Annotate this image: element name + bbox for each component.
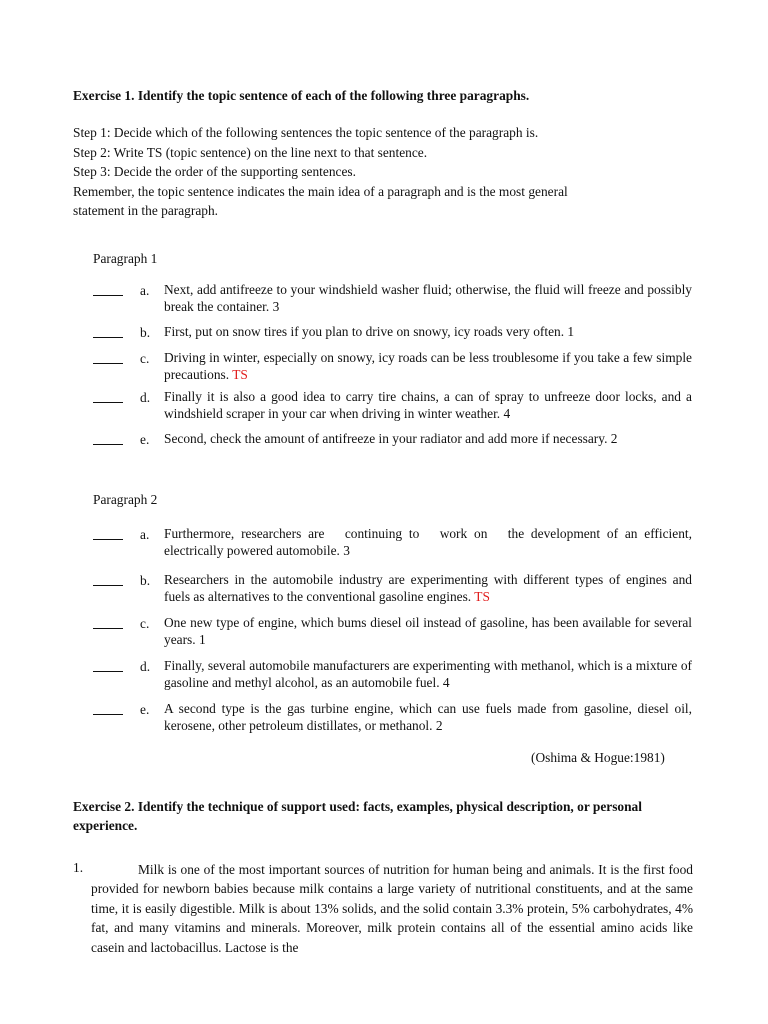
p2-item-c <box>93 614 693 654</box>
answer-blank[interactable] <box>93 430 123 445</box>
item-letter: c. <box>140 351 150 366</box>
paragraph1-label: Paragraph 1 <box>93 251 158 266</box>
item-text: A second type is the gas turbine engine, which can use fuels made from gasoline, diesel oil, kerosene, other petroleum distillates, or methanol. 2 <box>164 701 692 733</box>
ts-marker: TS <box>232 367 248 382</box>
p1-item-c <box>93 349 693 389</box>
item-letter: d. <box>140 659 151 674</box>
paragraph2-label: Paragraph 2 <box>93 492 158 507</box>
item-letter: a. <box>140 283 150 298</box>
answer-blank[interactable] <box>93 281 123 296</box>
exercise2-title: Exercise 2. Identify the technique of support used: facts, examples, physical description, or personal experience. <box>73 799 642 833</box>
answer-blank[interactable] <box>93 614 123 629</box>
step-1: Step 1: Decide which of the following sentences the topic sentence of the paragraph is. <box>73 125 539 140</box>
answer-blank[interactable] <box>93 323 123 338</box>
answer-blank[interactable] <box>93 657 123 672</box>
exercise2-item-text: Milk is one of the most important sources of nutrition for human being and animals. It is the first food provided for newborn babies because milk contains a large variety of nutritional constituents, and at the same time, it is easily digestible. Milk is about 13% solids, and the solid contain 3.3% protein, 5% carbohydrates, 4% fat, and many vitamins and minerals. Moreover, milk protein contains all of the essential amino acids like casein and lactobacillus. Lactose is the <box>91 862 693 955</box>
step-2: Step 2: Write TS (topic sentence) on the line next to that sentence. <box>73 144 428 160</box>
answer-blank[interactable] <box>93 388 123 403</box>
answer-blank[interactable] <box>93 571 123 586</box>
p1-item-a <box>93 281 693 321</box>
answer-blank[interactable] <box>93 349 123 364</box>
item-letter: e. <box>140 432 150 447</box>
item-text: Researchers in the automobile industry are experimenting with different types of engines and fuels as alternatives to the conventional gasoline engines. TS <box>164 572 692 604</box>
item-text: Driving in winter, especially on snowy, icy roads can be less troublesome if you take a few simple precautions. TS <box>164 350 692 382</box>
exercise1-instructions <box>73 123 713 221</box>
item-text: Next, add antifreeze to your windshield washer fluid; otherwise, the fluid will freeze and possibly break the container. 3 <box>164 282 692 314</box>
exercise1-title: Exercise 1. Identify the topic sentence of each of the following three paragraphs. <box>73 88 530 103</box>
p2-item-b <box>93 571 693 611</box>
answer-blank[interactable] <box>93 525 123 540</box>
citation: (Oshima & Hogue:1981) <box>531 750 665 765</box>
ts-marker: TS <box>474 589 490 604</box>
remember-line-2: statement in the paragraph. <box>73 203 219 218</box>
p1-item-d <box>93 388 693 428</box>
item-text: Second, check the amount of antifreeze in your radiator and add more if necessary. 2 <box>164 431 618 446</box>
item-letter: c. <box>140 616 150 631</box>
p2-item-a <box>93 525 696 565</box>
p1-item-e <box>93 430 693 470</box>
item-letter: b. <box>140 573 151 588</box>
item-text: Furthermore, researchers are continuing to work on the development of an efficient, electrically powered automobile. 3 <box>164 526 696 558</box>
answer-blank[interactable] <box>93 700 123 715</box>
step-3: Step 3: Decide the order of the supporting sentences. <box>73 164 356 179</box>
item-text: First, put on snow tires if you plan to drive on snowy, icy roads very often. 1 <box>164 324 575 339</box>
item-letter: b. <box>140 325 151 340</box>
item-letter: e. <box>140 702 150 717</box>
item-letter: a. <box>140 527 150 542</box>
item-text: Finally, several automobile manufacturers are experimenting with methanol, which is a mixture of gasoline and methyl alcohol, as an automobile fuel. 4 <box>164 658 692 690</box>
exercise2-item-number: 1. <box>73 860 84 875</box>
p2-item-d <box>93 657 693 697</box>
item-text: Finally it is also a good idea to carry tire chains, a can of spray to unfreeze door locks, and a windshield scraper in your car when driving in winter weather. 4 <box>164 389 692 421</box>
remember-line-1: Remember, the topic sentence indicates the main idea of a paragraph and is the most general <box>73 183 568 199</box>
item-letter: d. <box>140 390 151 405</box>
p2-item-e <box>93 700 693 740</box>
item-text: One new type of engine, which bums diesel oil instead of gasoline, has been available for several years. 1 <box>164 615 692 647</box>
